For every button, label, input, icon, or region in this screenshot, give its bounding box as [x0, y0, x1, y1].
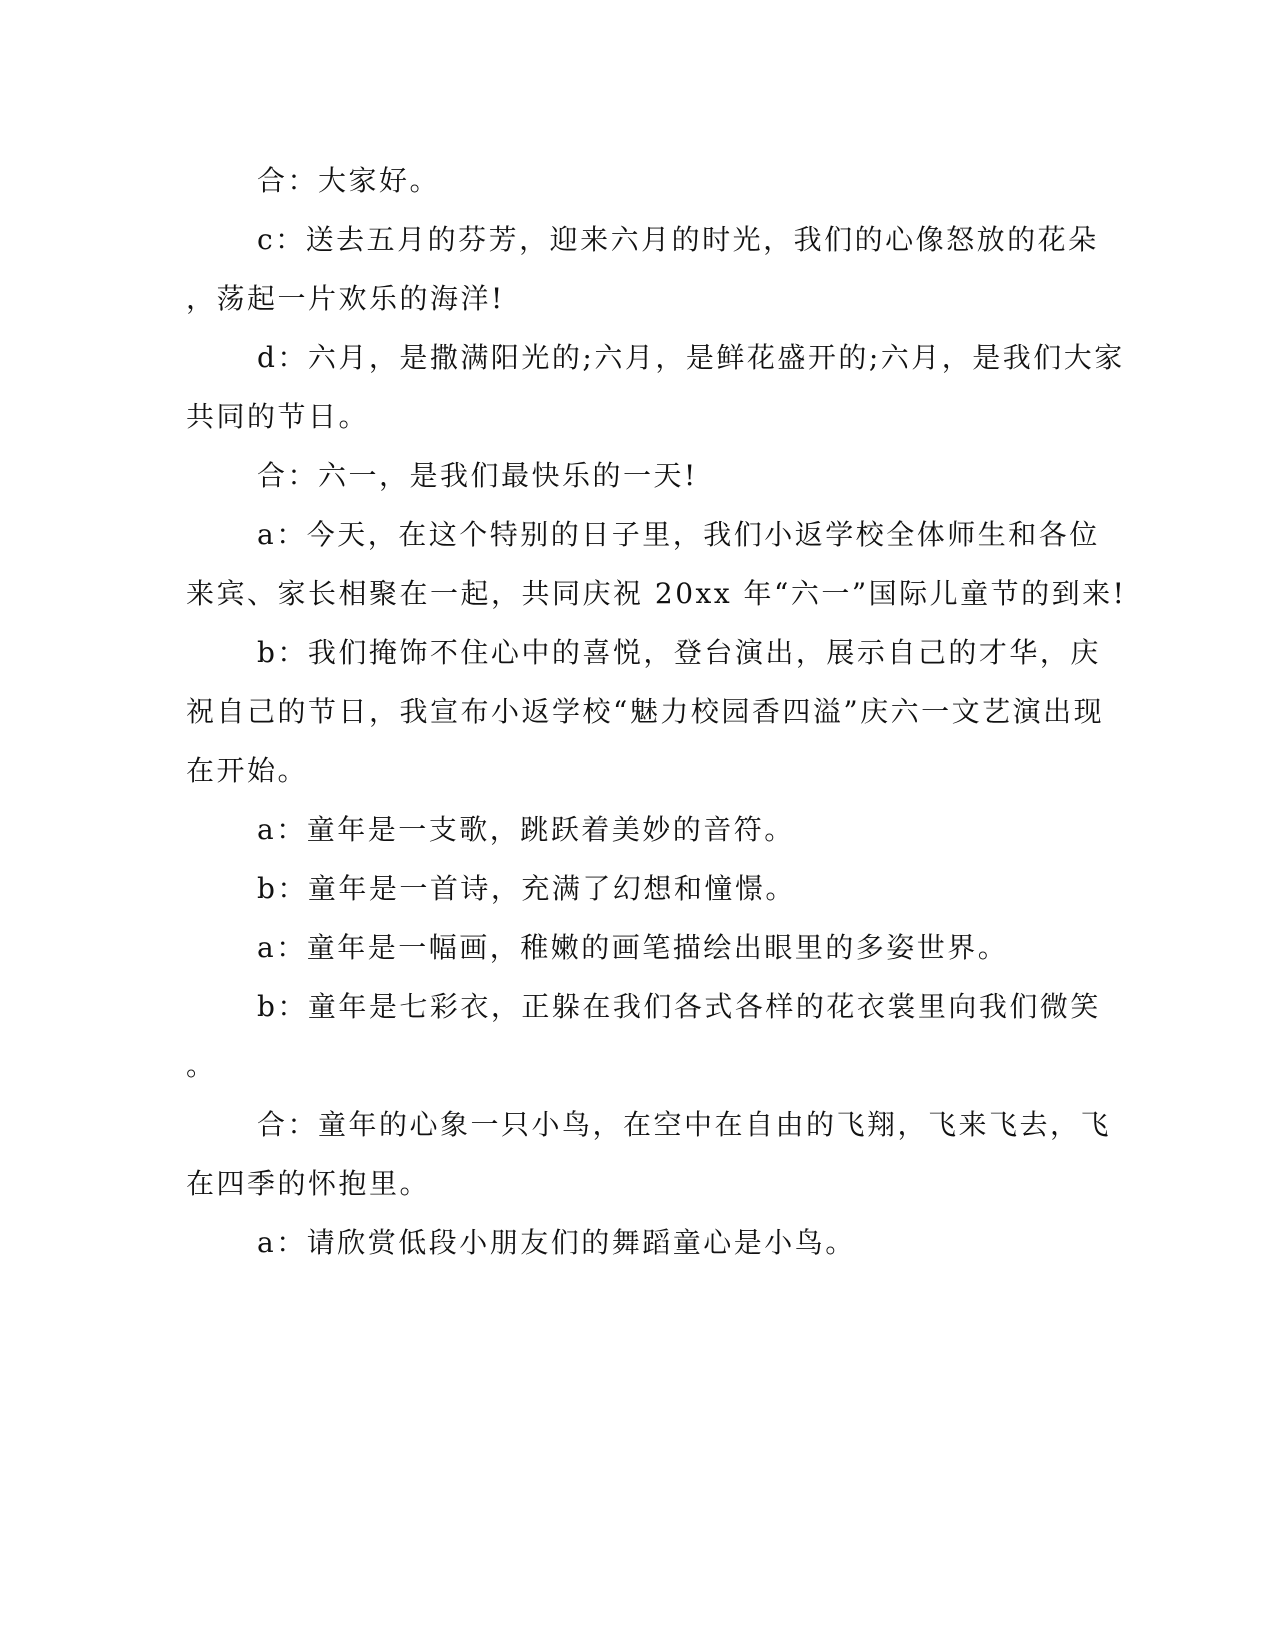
line-5: 共同的节日。 [186, 400, 370, 433]
line-6: 合：六一，是我们最快乐的一天! [257, 459, 698, 492]
line-7: a：今天，在这个特别的日子里，我们小返学校全体师生和各位 [257, 518, 1100, 551]
line-1: 合：大家好。 [257, 164, 441, 197]
line-13: b：童年是一首诗，充满了幻想和憧憬。 [257, 872, 796, 905]
line-16: 。 [186, 1049, 217, 1082]
line-12: a：童年是一支歌，跳跃着美妙的音符。 [257, 813, 795, 846]
line-14: a：童年是一幅画，稚嫩的画笔描绘出眼里的多姿世界。 [257, 931, 1009, 964]
line-9: b：我们掩饰不住心中的喜悦，登台演出，展示自己的才华，庆 [257, 636, 1101, 669]
line-17: 合：童年的心象一只小鸟，在空中在自由的飞翔，飞来飞去，飞 [257, 1108, 1112, 1141]
line-4: d：六月，是撒满阳光的;六月，是鲜花盛开的;六月，是我们大家 [257, 341, 1125, 374]
line-10: 祝自己的节日，我宣布小返学校“魅力校园香四溢”庆六一文艺演出现 [186, 695, 1105, 728]
line-11: 在开始。 [186, 754, 309, 787]
line-19: a：请欣赏低段小朋友们的舞蹈童心是小鸟。 [257, 1226, 856, 1259]
line-2: c：送去五月的芬芳，迎来六月的时光，我们的心像怒放的花朵 [257, 223, 1099, 256]
line-18: 在四季的怀抱里。 [186, 1167, 431, 1200]
line-15: b：童年是七彩衣，正躲在我们各式各样的花衣裳里向我们微笑 [257, 990, 1101, 1023]
line-3: ，荡起一片欢乐的海洋! [186, 282, 505, 315]
line-8: 来宾、家长相聚在一起，共同庆祝 20xx 年“六一”国际儿童节的到来! [186, 577, 1127, 610]
